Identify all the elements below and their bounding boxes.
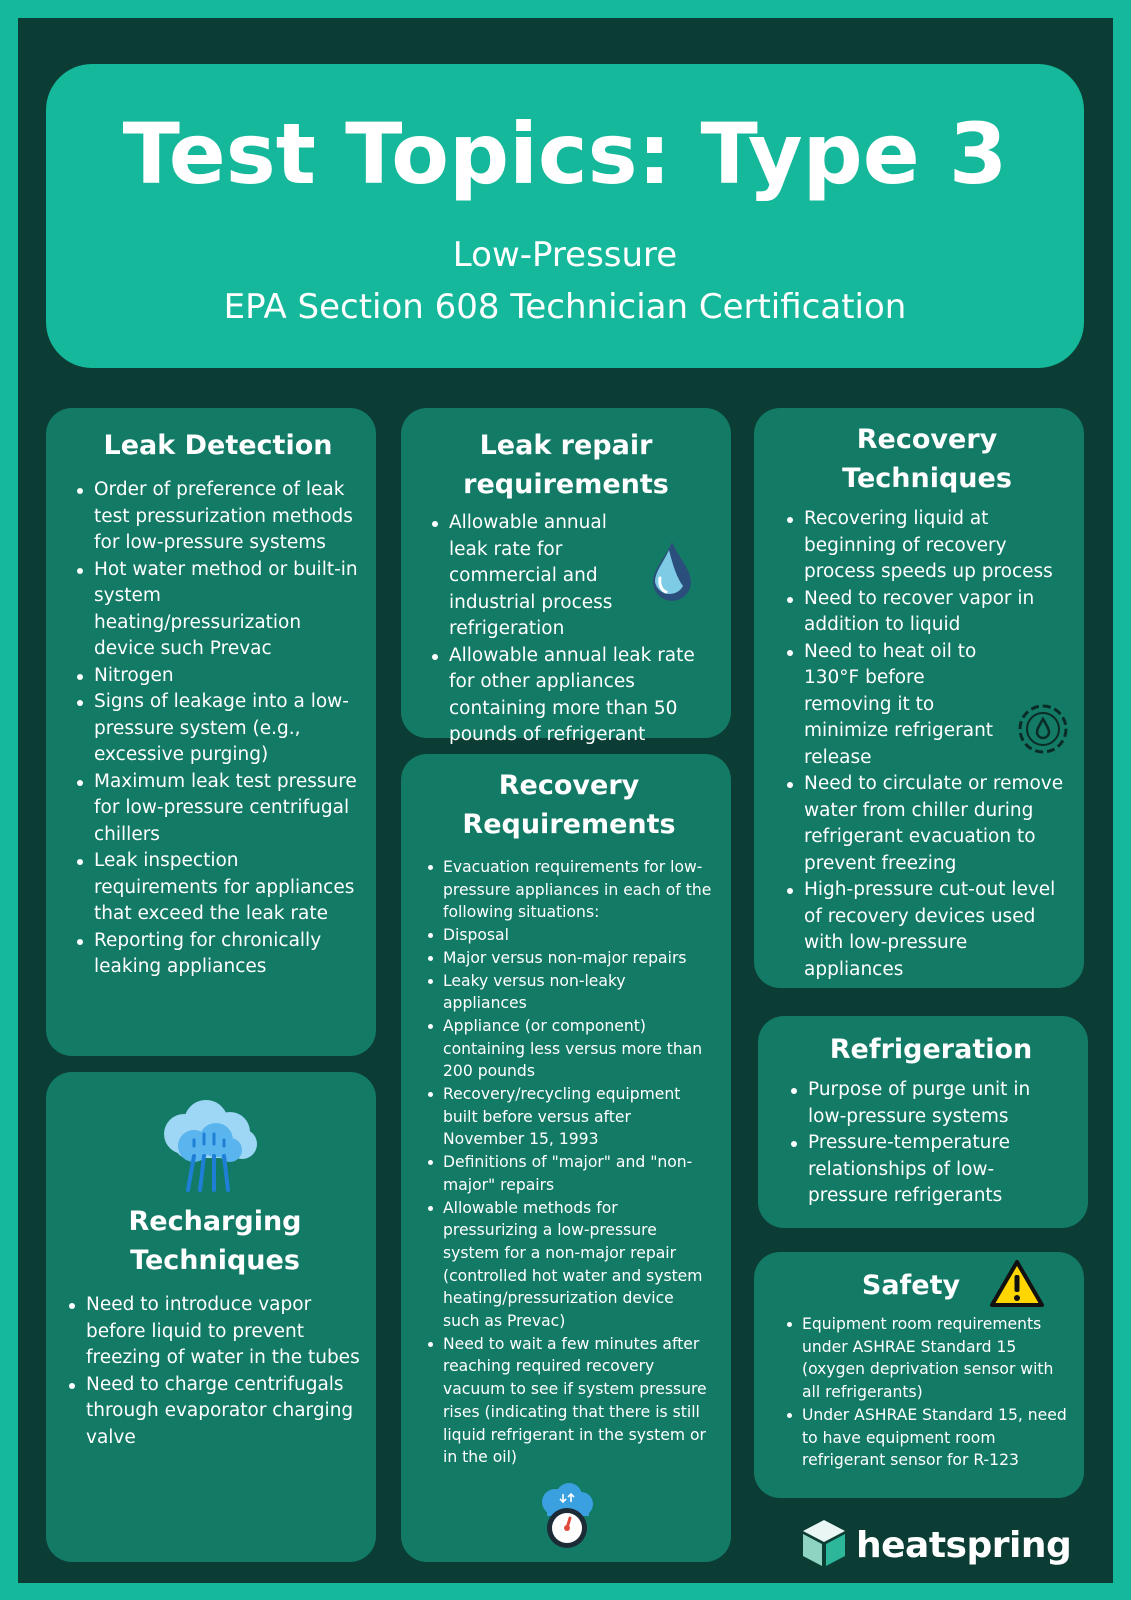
list-item: Major versus non-major repairs xyxy=(425,947,713,970)
list-item: Recovering liquid at beginning of recovery process speeds up process xyxy=(784,506,1070,586)
list-item: Leaky versus non-leaky appliances xyxy=(425,970,713,1015)
leak-detection-card xyxy=(46,408,376,1056)
recovery-requirements-card xyxy=(401,754,731,1562)
leak-repair-card xyxy=(401,408,731,745)
list-item: High-pressure cut-out level of recovery devices used with low-pressure appliances xyxy=(784,877,1070,983)
list-item: Hot water method or built-in system heating/pressurization device such Prevac xyxy=(74,557,362,663)
leak-repair-title-line2: requirements xyxy=(463,469,669,500)
recovery-techniques-title-line2: Techniques xyxy=(842,463,1012,494)
list-item: Need to circulate or remove water from chiller during refrigerant evacuation to prevent freezing xyxy=(784,771,1070,877)
refrigeration-card xyxy=(758,1016,1088,1228)
list-item: Nitrogen xyxy=(74,663,362,690)
safety-card xyxy=(754,1252,1084,1498)
list-item: Disposal xyxy=(425,924,713,947)
safety-list xyxy=(784,1313,1070,1472)
recharging-techniques-card xyxy=(46,1072,376,1562)
drop-cycle-icon xyxy=(1016,702,1070,756)
list-item: Allowable annual leak rate for other appliances containing more than 50 pounds of refrigerant xyxy=(429,643,703,749)
list-item: Purpose of purge unit in low-pressure systems xyxy=(788,1077,1074,1130)
list-item: Under ASHRAE Standard 15, need to have equipment room refrigerant sensor for R-123 xyxy=(784,1404,1070,1472)
recovery-requirements-title-line1: Recovery xyxy=(498,770,640,801)
recharging-techniques-title-line2: Techniques xyxy=(130,1245,300,1276)
list-item: Maximum leak test pressure for low-pressure centrifugal chillers xyxy=(74,769,362,849)
recovery-techniques-title-line1: Recovery xyxy=(856,424,998,455)
list-item: Need to charge centrifugals through evaporator charging valve xyxy=(66,1372,364,1452)
refrigeration-list xyxy=(788,1077,1074,1210)
list-item: Order of preference of leak test pressurization methods for low-pressure systems xyxy=(74,477,362,557)
list-item: Appliance (or component) containing less versus more than 200 pounds xyxy=(425,1015,713,1083)
list-item: Evacuation requirements for low-pressure appliances in each of the following situations: xyxy=(425,856,713,924)
brand-logo xyxy=(800,1518,1072,1572)
cloud-rain-icon xyxy=(154,1094,264,1194)
safety-title: Safety xyxy=(861,1270,961,1301)
list-item: Need to heat oil to 130°F before removing it to minimize refrigerant release xyxy=(784,639,1070,772)
list-item: Allowable methods for pressurizing a low-pressure system for a non-major repair (controlled hot water and system heating/pressurization device such as Prevac) xyxy=(425,1197,713,1333)
list-item: Definitions of "major" and "non-major" repairs xyxy=(425,1151,713,1196)
list-item: Recovery/recycling equipment built before versus after November 15, 1993 xyxy=(425,1083,713,1151)
list-item: Equipment room requirements under ASHRAE Standard 15 (oxygen deprivation sensor with all refrigerants) xyxy=(784,1313,1070,1404)
list-item: Signs of leakage into a low-pressure system (e.g., excessive purging) xyxy=(74,689,362,769)
header-banner xyxy=(46,64,1084,368)
list-item: Need to wait a few minutes after reaching required recovery vacuum to see if system pressure rises (indicating that there is still liquid refrigerant in the system or in the oil) xyxy=(425,1333,713,1469)
recharging-techniques-title-line1: Recharging xyxy=(128,1206,302,1237)
page-subtitle-line2: EPA Section 608 Technician Certification xyxy=(223,286,907,327)
list-item: Leak inspection requirements for appliances that exceed the leak rate xyxy=(74,848,362,928)
leak-detection-title: Leak Detection xyxy=(103,430,333,461)
recovery-requirements-list xyxy=(425,856,713,1469)
list-item: Reporting for chronically leaking appliances xyxy=(74,928,362,981)
pressure-gauge-icon xyxy=(533,1482,601,1554)
page-title: Test Topics: Type 3 xyxy=(122,105,1008,203)
warning-icon xyxy=(988,1258,1046,1310)
leak-repair-title-line1: Leak repair xyxy=(479,430,653,461)
recovery-requirements-title-line2: Requirements xyxy=(462,809,676,840)
list-item: Allowable annual leak rate for commercial and industrial process refrigeration xyxy=(429,510,703,643)
brand-name: heatspring xyxy=(856,1524,1072,1566)
refrigeration-title: Refrigeration xyxy=(829,1034,1033,1065)
list-item: Need to recover vapor in addition to liquid xyxy=(784,586,1070,639)
cube-logo-icon xyxy=(800,1518,848,1573)
recovery-techniques-card xyxy=(754,408,1084,988)
list-item: Pressure-temperature relationships of low-pressure refrigerants xyxy=(788,1130,1074,1210)
leak-detection-list xyxy=(74,477,362,981)
list-item: Need to introduce vapor before liquid to prevent freezing of water in the tubes xyxy=(66,1292,364,1372)
recharging-techniques-list xyxy=(66,1292,364,1451)
water-drop-icon xyxy=(647,538,697,604)
page-subtitle-line1: Low-Pressure xyxy=(452,234,678,275)
